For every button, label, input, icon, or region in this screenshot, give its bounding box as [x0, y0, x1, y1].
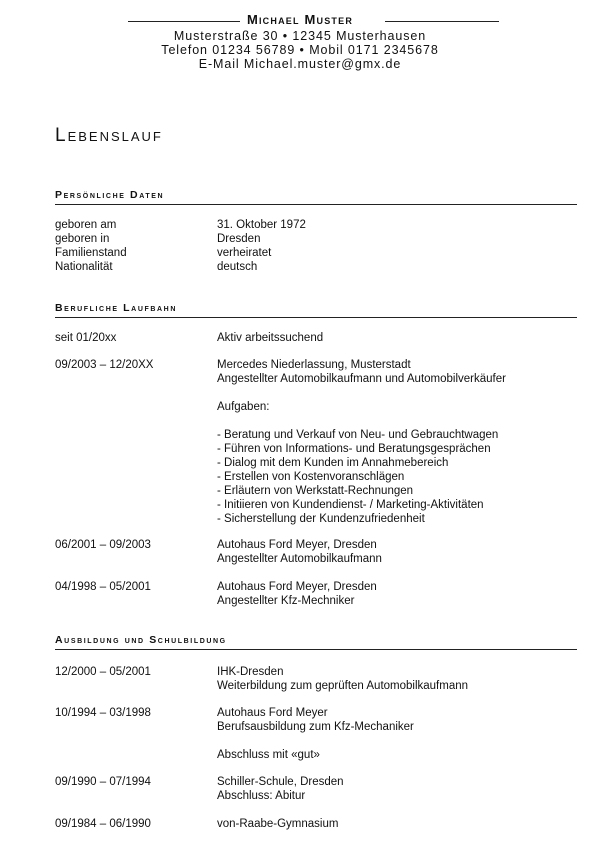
section-heading-career: Berufliche Laufbahn	[55, 302, 577, 318]
personal-label: geboren am	[55, 219, 117, 231]
education-line: Abschluss mit «gut»	[217, 749, 320, 761]
header-address: Musterstraße 30 • 12345 Musterhausen	[173, 29, 427, 43]
education-details	[217, 706, 414, 734]
career-task: - Führen von Informations- und Beratungsgesprächen	[217, 443, 491, 455]
career-period: 06/2001 – 09/2003	[55, 539, 151, 551]
education-period: 09/1984 – 06/1990	[55, 818, 151, 830]
career-tasks-heading: Aufgaben:	[217, 401, 270, 413]
career-details	[217, 331, 323, 345]
education-period: 12/2000 – 05/2001	[55, 666, 151, 678]
personal-label: Nationalität	[55, 261, 113, 273]
career-period: 04/1998 – 05/2001	[55, 581, 151, 593]
education-details	[217, 665, 468, 693]
career-period: seit 01/20xx	[55, 332, 117, 344]
career-task: - Erläutern von Werkstatt-Rechnungen	[217, 485, 414, 497]
education-line: Schiller-Schule, Dresden	[217, 776, 344, 788]
career-line: Mercedes Niederlassung, Musterstadt	[217, 359, 411, 371]
personal-value: deutsch	[217, 261, 258, 273]
career-details	[217, 580, 377, 608]
header-email: E-Mail Michael.muster@gmx.de	[198, 57, 402, 71]
career-line: Autohaus Ford Meyer, Dresden	[217, 539, 377, 551]
personal-value: Dresden	[217, 233, 261, 245]
career-line: Aktiv arbeitssuchend	[217, 332, 324, 344]
education-line: Abschluss: Abitur	[217, 790, 306, 802]
personal-value: 31. Oktober 1972	[217, 219, 306, 231]
career-line: Angestellter Automobilkaufmann	[217, 553, 382, 565]
personal-label: geboren in	[55, 233, 110, 245]
career-task: - Erstellen von Kostenvoranschlägen	[217, 471, 405, 483]
education-details	[217, 817, 338, 831]
personal-value: verheiratet	[217, 247, 272, 259]
career-task-list	[217, 428, 498, 526]
career-details	[217, 400, 269, 414]
education-details	[217, 748, 320, 762]
career-line: Angestellter Kfz-Mechniker	[217, 595, 355, 607]
document-title: Lebenslauf	[55, 125, 163, 146]
header-name: Michael Muster	[246, 12, 354, 27]
career-task: - Dialog mit dem Kunden im Annahmebereich	[217, 457, 449, 469]
education-line: Autohaus Ford Meyer	[217, 707, 328, 719]
career-details	[217, 358, 506, 386]
education-line: Weiterbildung zum geprüften Automobilkaufmann	[217, 680, 469, 692]
career-task: - Initiieren von Kundendienst- / Marketing-Aktivitäten	[217, 499, 484, 511]
education-period: 10/1994 – 03/1998	[55, 707, 151, 719]
education-line: von-Raabe-Gymnasium	[217, 818, 339, 830]
career-task: - Sicherstellung der Kundenzufriedenheit	[217, 513, 425, 525]
education-period: 09/1990 – 07/1994	[55, 776, 151, 788]
career-task: - Beratung und Verkauf von Neu- und Gebrauchtwagen	[217, 429, 499, 441]
education-details	[217, 775, 344, 803]
section-heading-education: Ausbildung und Schulbildung	[55, 634, 577, 650]
career-line: Angestellter Automobilkaufmann und Automobilverkäufer	[217, 373, 506, 385]
personal-label: Familienstand	[55, 247, 127, 259]
header-phone: Telefon 01234 56789 • Mobil 0171 2345678	[161, 43, 439, 57]
header-name-row	[0, 12, 600, 30]
education-line: Berufsausbildung zum Kfz-Mechaniker	[217, 721, 414, 733]
career-details	[217, 538, 382, 566]
career-line: Autohaus Ford Meyer, Dresden	[217, 581, 377, 593]
education-line: IHK-Dresden	[217, 666, 284, 678]
career-period: 09/2003 – 12/20XX	[55, 359, 154, 371]
section-heading-personal: Persönliche Daten	[55, 189, 577, 205]
